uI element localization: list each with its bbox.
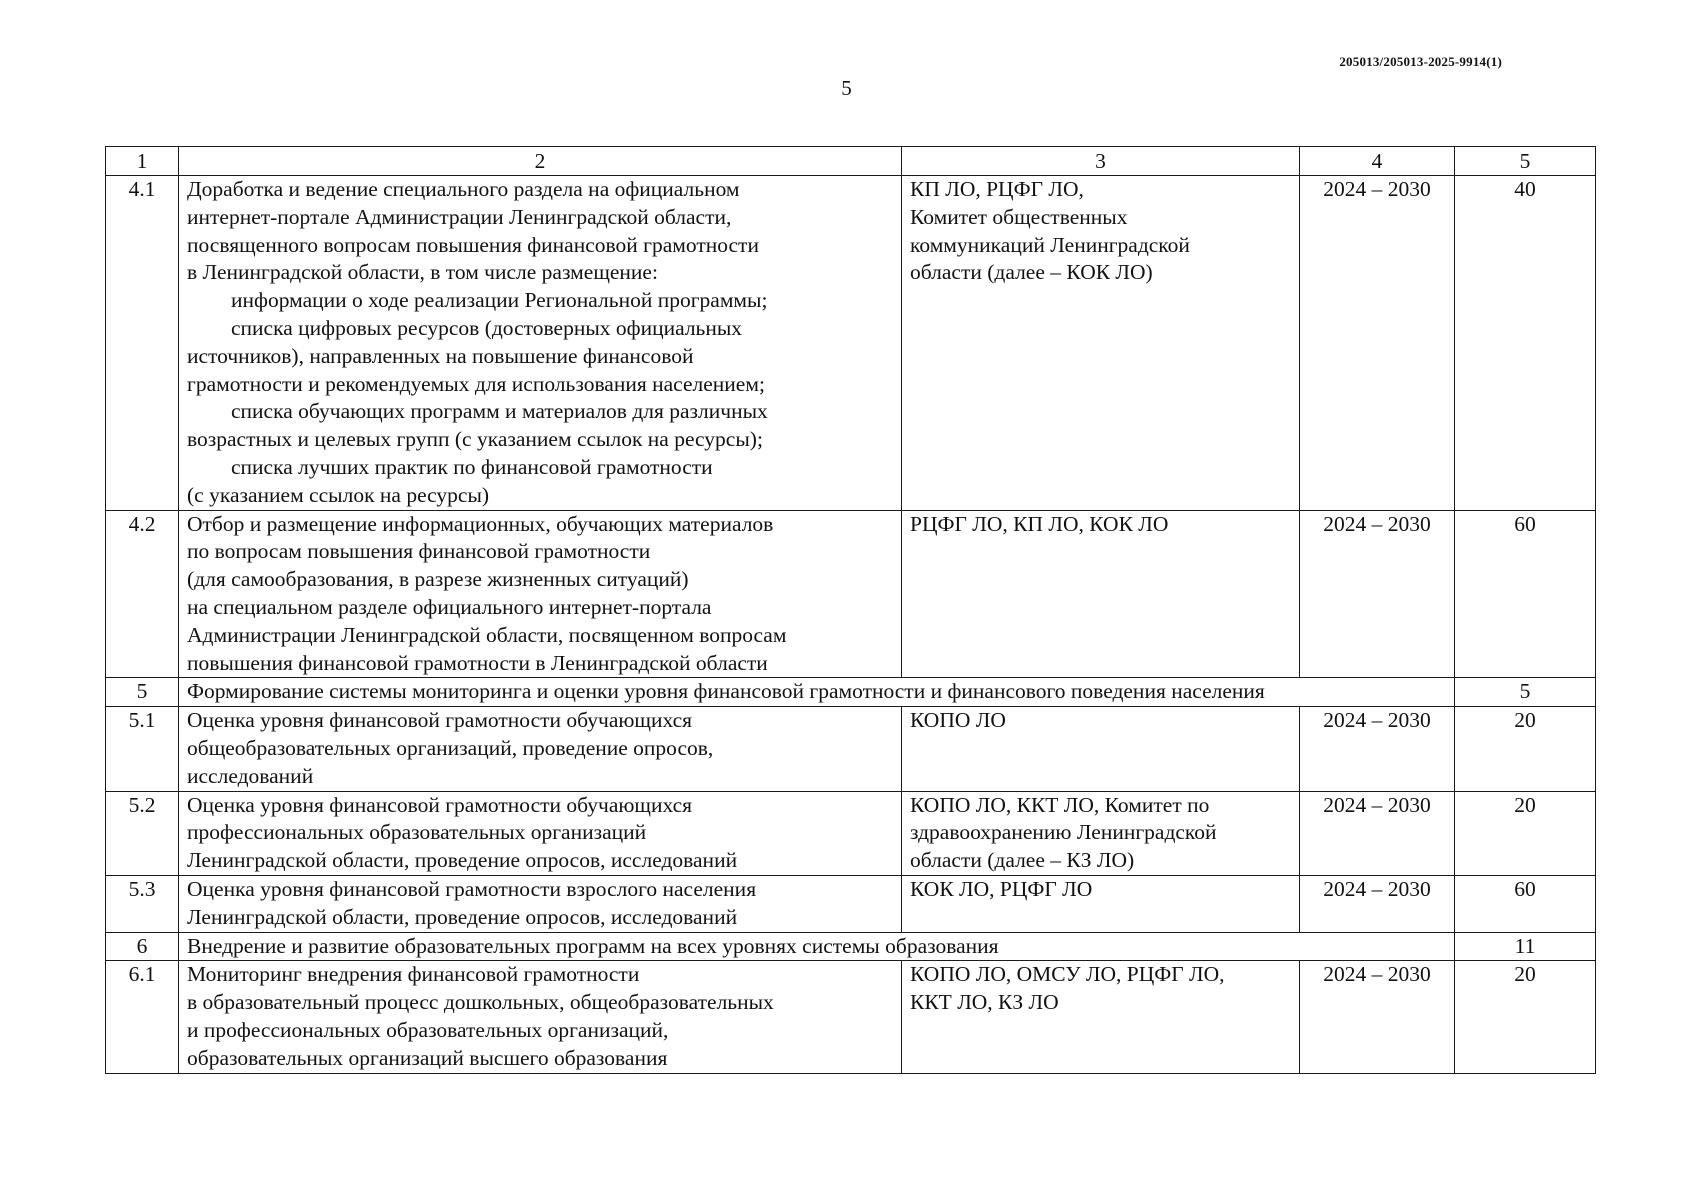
table-row [106, 510, 1596, 678]
item-value: 20 [1455, 961, 1596, 1073]
item-number: 5.1 [106, 707, 179, 791]
section-value: 5 [1455, 678, 1596, 707]
item-years: 2024 – 2030 [1300, 791, 1455, 875]
table-row [106, 176, 1596, 511]
item-executors [902, 791, 1300, 875]
description-line: Мониторинг внедрения финансовой грамотности [187, 962, 640, 987]
description-line: (для самообразования, в разрезе жизненных ситуаций) [187, 567, 689, 592]
item-executors [902, 961, 1300, 1073]
item-executors [902, 510, 1300, 678]
description-line: Ленинградской области, проведение опросов, исследований [187, 904, 738, 929]
item-value: 40 [1455, 176, 1596, 511]
description-line: в образовательный процесс дошкольных, общеобразовательных [187, 990, 774, 1015]
executor-line: КОПО ЛО, ОМСУ ЛО, РЦФГ ЛО, [910, 962, 1225, 987]
description-line: в Ленинградской области, в том числе размещение: [187, 260, 658, 285]
description-line: интернет-портале Администрации Ленинградской области, [187, 204, 732, 229]
description-line: на специальном разделе официального интернет-портала [187, 594, 712, 619]
description-line: информации о ходе реализации Региональной программы; [231, 288, 768, 313]
item-description [179, 707, 902, 791]
description-line: Доработка и ведение специального раздела на официальном [187, 177, 740, 201]
section-row [106, 678, 1596, 707]
item-description [179, 176, 902, 511]
executor-line: РЦФГ ЛО, КП ЛО, КОК ЛО [910, 511, 1169, 536]
item-description [179, 961, 902, 1073]
item-years: 2024 – 2030 [1300, 875, 1455, 932]
activities-table [105, 146, 1596, 1074]
item-number: 5.3 [106, 875, 179, 932]
executor-line: области (далее – КЗ ЛО) [910, 848, 1135, 873]
column-header-row [106, 147, 1596, 176]
item-years: 2024 – 2030 [1300, 961, 1455, 1073]
section-value: 11 [1455, 932, 1596, 961]
section-title: Внедрение и развитие образовательных программ на всех уровнях системы образования [179, 932, 1455, 961]
item-years: 2024 – 2030 [1300, 510, 1455, 678]
column-header: 3 [902, 147, 1300, 176]
executor-line: коммуникаций Ленинградской [910, 232, 1190, 257]
description-line: (с указанием ссылок на ресурсы) [187, 482, 490, 507]
item-number: 5.2 [106, 791, 179, 875]
description-line: списка цифровых ресурсов (достоверных официальных [231, 315, 743, 340]
table-row [106, 961, 1596, 1073]
table-row [106, 875, 1596, 932]
item-value: 60 [1455, 510, 1596, 678]
executor-line: КОПО ЛО [910, 708, 1006, 733]
item-number: 4.2 [106, 510, 179, 678]
description-line: источников), направленных на повышение финансовой [187, 343, 694, 368]
description-line: образовательных организаций высшего образования [187, 1045, 668, 1070]
description-line: Оценка уровня финансовой грамотности взрослого населения [187, 876, 757, 901]
item-value: 20 [1455, 791, 1596, 875]
description-line: по вопросам повышения финансовой грамотности [187, 539, 651, 564]
description-line: общеобразовательных организаций, проведение опросов, [187, 735, 714, 760]
description-line: Оценка уровня финансовой грамотности обучающихся [187, 708, 693, 733]
item-description [179, 791, 902, 875]
item-value: 20 [1455, 707, 1596, 791]
description-line: посвященного вопросам повышения финансовой грамотности [187, 232, 759, 257]
section-row [106, 932, 1596, 961]
description-line: Администрации Ленинградской области, посвященном вопросам [187, 622, 787, 647]
document-id: 205013/205013-2025-9914(1) [1339, 54, 1502, 69]
column-header: 2 [179, 147, 902, 176]
executor-line: здравоохранению Ленинградской [910, 820, 1217, 845]
table-row [106, 791, 1596, 875]
item-description [179, 510, 902, 678]
executor-line: области (далее – КОК ЛО) [910, 260, 1153, 285]
description-line: Оценка уровня финансовой грамотности обучающихся [187, 792, 693, 817]
item-description [179, 875, 902, 932]
section-number: 6 [106, 932, 179, 961]
description-line: возрастных и целевых групп (с указанием ссылок на ресурсы); [187, 427, 763, 452]
description-line: Ленинградской области, проведение опросов, исследований [187, 848, 738, 873]
executor-line: ККТ ЛО, КЗ ЛО [910, 990, 1059, 1015]
column-header: 4 [1300, 147, 1455, 176]
item-number: 4.1 [106, 176, 179, 511]
section-title: Формирование системы мониторинга и оценки уровня финансовой грамотности и финансового поведения населения [179, 678, 1455, 707]
description-line: исследований [187, 763, 314, 788]
page-number: 5 [841, 76, 852, 100]
item-executors [902, 707, 1300, 791]
description-line: списка обучающих программ и материалов для различных [231, 399, 768, 424]
description-line: профессиональных образовательных организаций [187, 820, 647, 845]
executor-line: КОК ЛО, РЦФГ ЛО [910, 876, 1093, 901]
description-line: Отбор и размещение информационных, обучающих материалов [187, 511, 774, 536]
description-line: списка лучших практик по финансовой грамотности [231, 454, 713, 479]
table-body [106, 147, 1596, 1074]
section-number: 5 [106, 678, 179, 707]
item-executors [902, 176, 1300, 511]
table-row [106, 707, 1596, 791]
item-number: 6.1 [106, 961, 179, 1073]
item-years: 2024 – 2030 [1300, 176, 1455, 511]
column-header: 5 [1455, 147, 1596, 176]
item-executors [902, 875, 1300, 932]
item-years: 2024 – 2030 [1300, 707, 1455, 791]
description-line: грамотности и рекомендуемых для использования населением; [187, 371, 765, 396]
executor-line: Комитет общественных [910, 204, 1128, 229]
executor-line: КП ЛО, РЦФГ ЛО, [910, 177, 1084, 201]
column-header: 1 [106, 147, 179, 176]
executor-line: КОПО ЛО, ККТ ЛО, Комитет по [910, 792, 1210, 817]
item-value: 60 [1455, 875, 1596, 932]
description-line: и профессиональных образовательных организаций, [187, 1017, 669, 1042]
description-line: повышения финансовой грамотности в Ленинградской области [187, 650, 768, 675]
